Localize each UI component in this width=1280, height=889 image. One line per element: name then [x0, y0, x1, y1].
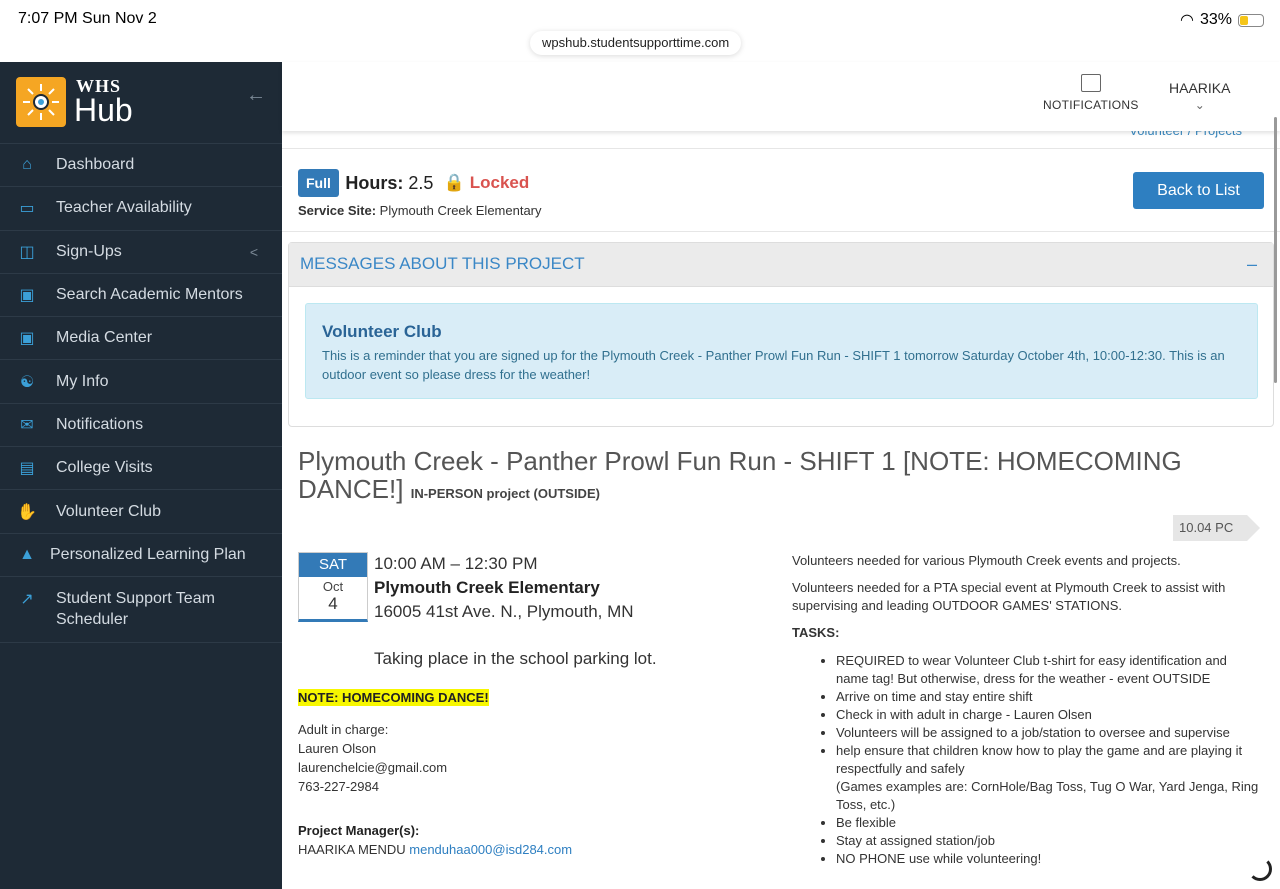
status-time: 7:07 PM Sun Nov 2	[18, 10, 157, 27]
event-place-note: Taking place in the school parking lot.	[374, 649, 657, 668]
wifi-icon: ◠	[1180, 12, 1194, 29]
breadcrumb	[282, 131, 1280, 149]
url-bar[interactable]: wpshub.studentsupporttime.com	[530, 31, 741, 55]
hours-label: Hours:	[345, 172, 404, 193]
top-bar	[282, 62, 1280, 131]
sidebar-item-label: Teacher Availability	[56, 199, 192, 217]
date-number: 4	[328, 594, 338, 613]
hours-display	[345, 173, 433, 194]
logo-area	[0, 62, 282, 144]
chevron-left-icon: <	[249, 243, 258, 260]
project-manager-label: Project Manager(s):	[298, 823, 420, 838]
calendar-icon: ▣	[19, 287, 35, 305]
project-title: Plymouth Creek - Panther Prowl Fun Run - SHIFT 1 [NOTE: HOMECOMING DANCE!]	[298, 446, 1182, 504]
lock-icon: 🔒	[443, 173, 466, 192]
sidebar-item-label: Dashboard	[56, 156, 135, 174]
user-name: HAARIKA	[1169, 80, 1231, 96]
collapse-sidebar-icon[interactable]: ←	[246, 84, 266, 106]
event-address: 16005 41st Ave. N., Plymouth, MN	[374, 602, 634, 621]
tasks-heading: TASKS:	[792, 625, 840, 640]
status-badge: Full	[298, 169, 339, 197]
device-status-bar	[0, 0, 1280, 62]
sidebar-item-label: Search Academic Mentors	[56, 286, 243, 304]
page-title	[298, 447, 1258, 508]
loading-spinner-icon	[1248, 857, 1272, 881]
collapse-icon[interactable]: –	[1246, 254, 1257, 274]
sidebar-item-college-visits[interactable]	[0, 447, 282, 490]
locked-status	[444, 173, 529, 193]
calendar-icon	[1081, 74, 1101, 92]
list-item: • REQUIRED to wear Volunteer Club t-shirt for easy identification and name tag! But otherwise, dress for the weather - event OUTSIDE	[836, 652, 1262, 688]
sidebar-item-media-center[interactable]	[0, 317, 282, 360]
date-month: Oct	[322, 579, 344, 594]
sidebar-item-volunteer-club[interactable]	[0, 490, 282, 533]
list-item: • Be flexible	[836, 814, 1262, 832]
sidebar-item-sign-ups[interactable]	[0, 231, 282, 274]
list-item: • NO PHONE use while volunteering!	[836, 850, 1262, 868]
list-item: • Volunteers will be assigned to a job/station to oversee and supervise	[836, 724, 1262, 742]
battery-percent: 33%	[1199, 11, 1232, 28]
briefcase-icon: ▤	[19, 460, 35, 478]
sidebar-item-dashboard[interactable]	[0, 144, 282, 187]
envelope-icon: ✉	[20, 416, 34, 434]
scrollbar[interactable]	[1274, 117, 1277, 383]
date-day: SAT	[299, 553, 367, 577]
calendar-icon: ▣	[19, 330, 35, 348]
service-site	[298, 203, 542, 218]
status-right	[1180, 10, 1264, 30]
divider	[282, 231, 1280, 232]
list-item	[836, 742, 1262, 814]
pc-tag: 10.04 PC	[1173, 515, 1247, 541]
sidebar-item-label: Notifications	[56, 415, 144, 433]
service-site-value: Plymouth Creek Elementary	[379, 203, 542, 218]
back-to-list-button[interactable]: Back to List	[1133, 172, 1264, 209]
task-text: help ensure that children know how to play the game and are playing it respectfully and safely	[836, 743, 1243, 776]
list-item: • Arrive on time and stay entire shift	[836, 688, 1262, 706]
list-item: • Check in with adult in charge - Lauren Olsen	[836, 706, 1262, 724]
list-item: • Stay at assigned station/job	[836, 832, 1262, 850]
messages-panel-header[interactable]	[289, 243, 1273, 287]
alert-body: This is a reminder that you are signed up for the Plymouth Creek - Panther Prowl Fun Run - SHIFT 1 tomorrow Saturday October 4th, 10:00-12:30. This is an outdoor event so please dress for the weather!	[322, 348, 1225, 382]
project-description	[792, 552, 1262, 868]
user-menu[interactable]	[1169, 80, 1230, 112]
sidebar-item-my-info[interactable]	[0, 360, 282, 403]
battery-icon	[1238, 14, 1264, 27]
locked-label: Locked	[469, 173, 530, 192]
sidebar-item-label: Student Support Team Scheduler	[56, 589, 215, 628]
map-icon: ◫	[19, 243, 35, 261]
sidebar	[0, 62, 282, 889]
sidebar-item-label: Volunteer Club	[56, 502, 161, 520]
sun-logo-icon[interactable]	[16, 77, 66, 127]
sidebar-item-personalized-learning-plan[interactable]	[0, 534, 282, 577]
clipboard-icon: ▭	[19, 200, 35, 218]
chevron-down-icon: ⌄	[1194, 98, 1205, 112]
adult-name: Lauren Olson	[298, 741, 377, 756]
event-time: 10:00 AM – 12:30 PM	[374, 554, 538, 573]
date-badge	[298, 552, 368, 622]
sidebar-item-teacher-availability[interactable]	[0, 187, 282, 230]
adult-phone: 763-227-2984	[298, 779, 379, 794]
messages-panel	[288, 242, 1274, 427]
sidebar-item-label: My Info	[56, 372, 109, 390]
adult-email: laurenchelcie@gmail.com	[298, 760, 448, 775]
sidebar-item-label: College Visits	[56, 459, 153, 477]
project-manager-name: HAARIKA MENDU	[298, 842, 406, 857]
logo-text-hub: Hub	[74, 92, 133, 128]
sidebar-item-label: Media Center	[56, 329, 153, 347]
sidebar-item-label: Personalized Learning Plan	[50, 545, 246, 563]
hand-icon: ✋	[17, 503, 37, 521]
notifications-button[interactable]	[1043, 74, 1139, 112]
sidebar-item-notifications[interactable]	[0, 404, 282, 447]
description-line-1: Volunteers needed for various Plymouth Creek events and projects.	[792, 553, 1181, 568]
user-icon: ☯	[19, 373, 35, 391]
project-summary	[298, 169, 542, 218]
graduation-cap-icon: ▲	[19, 545, 35, 563]
task-text: (Games examples are: CornHole/Bag Toss, Tug O War, Yard Jenga, Ring Toss, etc.)	[836, 779, 1259, 812]
tasks-list	[792, 652, 1262, 868]
main-content	[282, 131, 1280, 889]
logo-text-whs: WHS	[76, 76, 122, 96]
project-subtitle: IN-PERSON project (OUTSIDE)	[410, 486, 600, 501]
alert-title: Volunteer Club	[322, 322, 442, 341]
project-manager	[298, 842, 572, 857]
adult-label: Adult in charge:	[298, 722, 389, 737]
sidebar-item-student-support-team-scheduler[interactable]	[0, 577, 282, 643]
event-location-name: Plymouth Creek Elementary	[374, 578, 600, 597]
sidebar-item-label: Sign-Ups	[56, 242, 122, 260]
external-link-icon: ↗	[20, 590, 34, 608]
adult-in-charge	[298, 720, 447, 796]
messages-panel-title: MESSAGES ABOUT THIS PROJECT	[300, 254, 585, 273]
message-alert	[305, 303, 1258, 399]
hours-value: 2.5	[408, 172, 434, 193]
highlight-note: NOTE: HOMECOMING DANCE!	[298, 690, 489, 705]
home-icon: ⌂	[22, 156, 32, 174]
service-site-label: Service Site:	[298, 203, 377, 218]
notifications-label: NOTIFICATIONS	[1043, 98, 1139, 112]
description-line-2: Volunteers needed for a PTA special event at Plymouth Creek to assist with supervising and leading OUTDOOR GAMES' STATIONS.	[792, 580, 1226, 613]
sidebar-item-search-academic-mentors[interactable]	[0, 274, 282, 317]
project-manager-email-link[interactable]: menduhaa000@isd284.com	[409, 842, 573, 857]
